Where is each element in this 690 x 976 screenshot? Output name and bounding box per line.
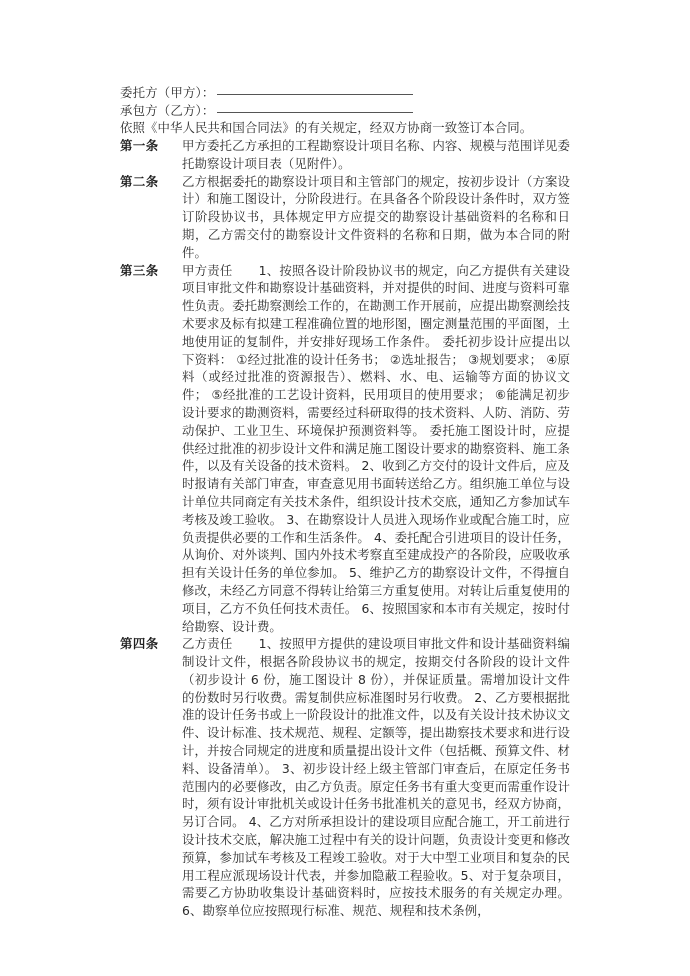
article-3-label: 第三条 (120, 262, 159, 278)
article-4-body: 1、按照甲方提供的建设项目审批文件和设计基础资料编制设计文件，根据各阶段协议书的规定，按期交付各阶段的设计文件（初步设计 6 份，施工图设计 8 份），并保证质量。需增加设计文件的份数时另行收费。需复制供应标准图时另行收费。 2、乙方要根据批准的设计任务书或上一阶段设计的批准文件，以及有关设计技术协议文件、设计标准、技术规范、规程、定额等，提出勘察技术要求和进行设计，并按合同规定的进度和质量提出设计文件（包括概、预算文件、材料、设备清单）。 3、初步设计经上级主管部门审查后，在原定任务书范围内的必要修改，由乙方负责。原定任务书有重大变更而需重作设计时，须有设计审批机关或设计任务书批准机关的意见书，经双方协商，另订合同。 4、乙方对所承担设计的建设项目应配合施工，开工前进行设计技术交底，解决施工过程中有关的设计问题，负责设计变更和修改预算，参加试车考核及工程竣工验收。对于大中型工业项目和复杂的民用工程应派现场设计代表，并参加隐蔽工程验收。5、对于复杂项目，需要乙方协助收集设计基础资料时，应按技术服务的有关规定办理。 6、勘察单位应按照现行标准、规范、规程和技术条例， (182, 636, 570, 919)
article-4-heading: 乙方责任 (182, 636, 233, 652)
article-1-label: 第一条 (120, 137, 159, 153)
party-b-fill-rule[interactable] (217, 112, 413, 113)
article-3-body: 1、按照各设计阶段协议书的规定，向乙方提供有关建设项目审批文件和勘察设计基础资料，并对提供的时间、进度与资料可靠性负责。委托勘察测绘工作的，在勘测工作开展前，应提出勘察测绘技术要求及标有拟建工程准确位置的地形图，圈定测量范围的平面图，土地使用证的复制件，并安排好现场工作条件。 委托初步设计应提出以下资料： ①经过批准的设计任务书； ②选址报告； ③规划要求； ④原料（或经过批准的资源报告）、燃料、水、电、运输等方面的协议文件； ⑤经批准的工艺设计资料，民用项目的使用要求； ⑥能满足初步设计要求的勘测资料，需要经过科研取得的技术资料、人防、消防、劳动保护、工业卫生、环境保护预测资料等。 委托施工图设计时，应提供经过批准的初步设计文件和满足施工图设计要求的勘察资料、施工条件，以及有关设备的技术资料。 2、收到乙方交付的设计文件后，应及时报请有关部门审查，审查意见用书面转送给乙方。组织施工单位与设计单位共同商定有关技术条件，组织设计技术交底，通知乙方参加试车考核及竣工验收。 3、在勘察设计人员进入现场作业或配合施工时，应负责提供必要的工作和生活条件。 4、委托配合引进项目的设计任务，从询价、对外谈判、国内外技术考察直至建成投产的各阶段，应吸收承担有关设计任务的单位参加。 5、维护乙方的勘察设计文件，不得擅自修改，未经乙方同意不得转让给第三方重复使用。对转让后重复使用的项目，乙方不负任何技术责任。 6、按照国家和本市有关规定，按时付给勘察、设计费。 (182, 262, 570, 634)
article-4-text (182, 635, 570, 920)
article-2-text: 乙方根据委托的勘察设计项目和主管部门的规定，按初步设计（方案设计）和施工图设计，分阶段进行。在具备各个阶段设计条件时，双方签订阶段协议书，具体规定甲方应提交的勘察设计基础资料的名称和日期，乙方需交付的勘察设计文件资料的名称和日期，做为本合同的附件。 (182, 173, 570, 260)
party-a-fill-rule[interactable] (217, 94, 413, 95)
party-a-line (120, 84, 570, 102)
article-1 (120, 137, 570, 173)
article-3 (120, 262, 570, 636)
article-4 (120, 635, 570, 920)
document-body (120, 84, 570, 920)
party-b-line (120, 102, 570, 120)
article-1-text: 甲方委托乙方承担的工程勘察设计项目名称、内容、规模与范围详见委托勘察设计项目表（见附件）。 (182, 137, 570, 171)
article-3-text (182, 262, 570, 636)
article-2 (120, 173, 570, 262)
preamble-paragraph: 依照《中华人民共和国合同法》的有关规定，经双方协商一致签订本合同。 (120, 120, 533, 136)
article-2-label: 第二条 (120, 173, 159, 189)
article-4-label: 第四条 (120, 636, 159, 652)
article-3-heading: 甲方责任 (182, 262, 233, 278)
party-a-label: 委托方（甲方）： (120, 85, 215, 100)
party-b-label: 承包方（乙方）： (120, 102, 215, 118)
